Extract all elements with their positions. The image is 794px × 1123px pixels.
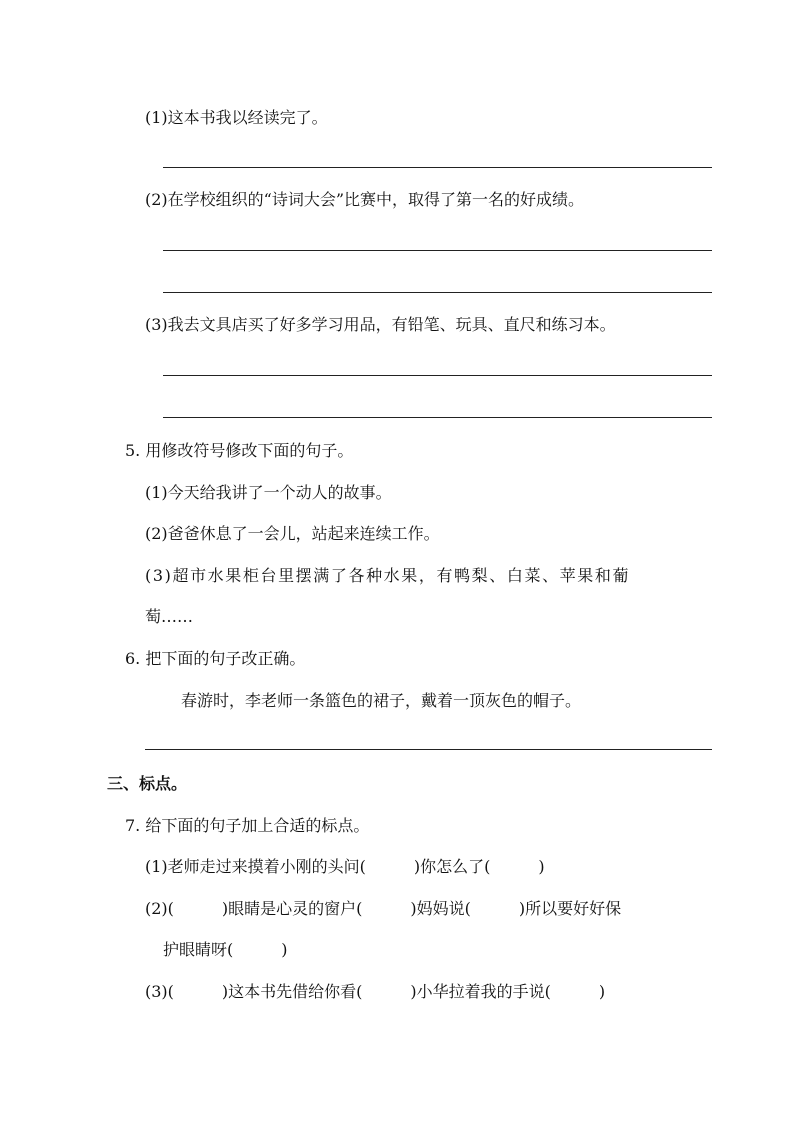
question-5-sentence-1: (1)今天给我讲了一个动人的故事。	[145, 483, 392, 502]
question-7-sentence-2[interactable]: (2)( )眼睛是心灵的窗户( )妈妈说( )所以要好好保	[145, 899, 622, 918]
question-5-sentence-3-continued: 萄……	[145, 607, 194, 626]
item-1-sentence: (1)这本书我以经读完了。	[145, 108, 328, 127]
question-5-title: 5. 用修改符号修改下面的句子。	[125, 441, 354, 460]
answer-line[interactable]	[163, 417, 712, 418]
question-6-sentence: 春游时，李老师一条篮色的裙子，戴着一顶灰色的帽子。	[181, 691, 582, 710]
answer-line[interactable]	[163, 375, 712, 376]
question-7-sentence-1[interactable]: (1)老师走过来摸着小刚的头问( )你怎么了( )	[145, 857, 545, 876]
section-3-title: 三、标点。	[107, 774, 188, 793]
answer-line[interactable]	[145, 749, 712, 750]
item-2-sentence: (2)在学校组织的“诗词大会”比赛中，取得了第一名的好成绩。	[145, 190, 585, 209]
question-7-sentence-3[interactable]: (3)( )这本书先借给你看( )小华拉着我的手说( )	[145, 982, 606, 1001]
question-6-title: 6. 把下面的句子改正确。	[125, 649, 306, 668]
question-5-sentence-3: (3)超市水果柜台里摆满了各种水果，有鸭梨、白菜、苹果和葡	[145, 566, 631, 585]
answer-line[interactable]	[163, 292, 712, 293]
question-7-sentence-2-continued[interactable]: 护眼睛呀( )	[163, 940, 288, 959]
answer-line[interactable]	[163, 250, 712, 251]
answer-line[interactable]	[163, 167, 712, 168]
item-3-sentence: (3)我去文具店买了好多学习用品，有铅笔、玩具、直尺和练习本。	[145, 315, 616, 334]
question-7-title: 7. 给下面的句子加上合适的标点。	[125, 816, 370, 835]
question-5-sentence-2: (2)爸爸休息了一会儿，站起来连续工作。	[145, 524, 440, 543]
